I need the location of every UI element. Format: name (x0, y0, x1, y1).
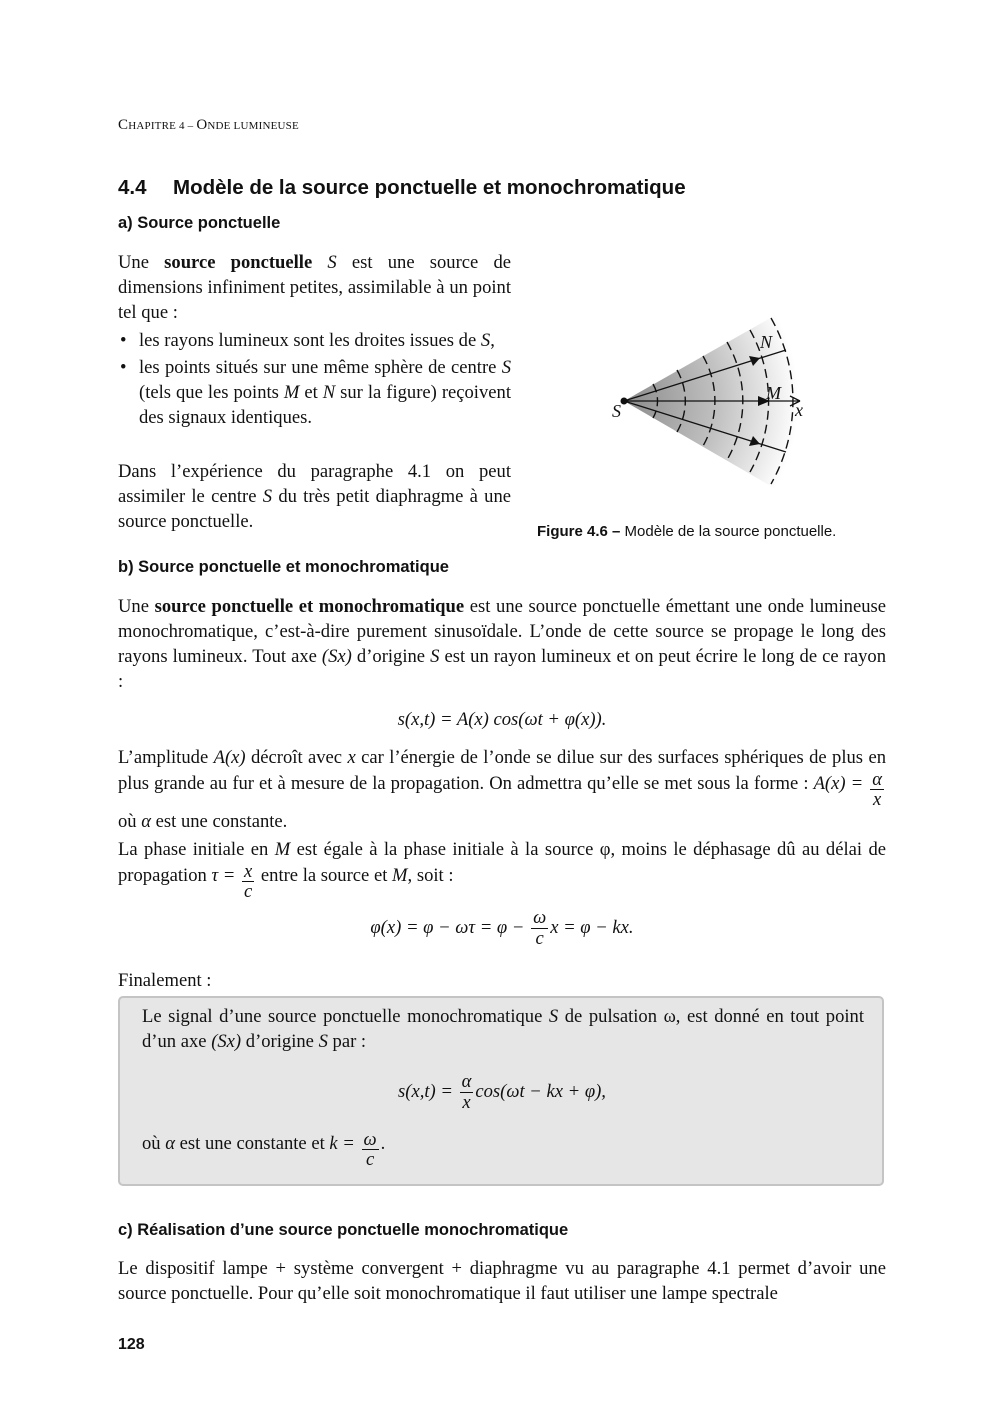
subsection-a-paragraph-1: Une source ponctuelle S est une source de dimensions infiniment petites, assimilable à un point tel que : (118, 252, 511, 323)
label-S: S (612, 401, 621, 421)
subsection-a-title: a) Source ponctuelle (118, 214, 281, 232)
fraction-alpha-over-x-box: $\frac{\alpha}{x}$ (461, 1071, 472, 1113)
bullet-mark: • (120, 330, 127, 351)
subsection-b-title: b) Source ponctuelle et monochromatique (118, 558, 449, 576)
subsection-c-paragraph-1: Le dispositif lampe + système convergent + diaphragme vu au paragraphe 4.1 permet d’avoir une source ponctuelle. Pour qu’elle soit monochromatique il faut utiliser une lampe spectrale (118, 1258, 886, 1304)
finalement-text: Finalement : (118, 970, 212, 991)
fraction-alpha-over-x: $\frac{\alpha}{x}$ (872, 769, 882, 810)
fraction-x-over-c: $\frac{x}{c}$ (243, 861, 253, 902)
subsection-a-paragraph-2: Dans l’expérience du paragraphe 4.1 on peut assimiler le centre S du très petit diaphragme à une source ponctuelle. (118, 461, 511, 532)
list-item: • les rayons lumineux sont les droites issues de S, (120, 330, 495, 351)
fraction-omega-over-c: $\frac{\omega}{c}$ (533, 907, 547, 949)
point-source-figure (600, 300, 820, 505)
result-box-text-1: Le signal d’une source ponctuelle monochromatique S de pulsation ω, est donné en tout point d’un axe (Sx) d’origine S par : (142, 1006, 864, 1052)
bullet-mark: • (120, 357, 127, 378)
list-item: • les points situés sur une même sphère de centre S (tels que les points M et N sur la figure) reçoivent des signaux identiques. (120, 357, 511, 428)
bullet-list (118, 328, 511, 432)
result-equation: s(x,t) = $\frac{\alpha}{x}$ cos(ωt − kx + φ), (398, 1071, 606, 1113)
subsection-b-paragraph-1: Une source ponctuelle et monochromatique est une source ponctuelle émettant une onde lumineuse monochromatique, c’est-à-dire purement sinusoïdale. L’onde de cette source se propage le long des rayons lumineux. Tout axe (Sx) d’origine S est un rayon lumineux et on peut écrire le long de ce rayon : (118, 596, 886, 692)
section-title-text: Modèle de la source ponctuelle et monochromatique (173, 176, 686, 199)
subsection-b-paragraph-2: L’amplitude A(x) décroît avec x car l’énergie de l’onde se dilue sur des surfaces sphériques de plus en plus grande au fur et à mesure de la propagation. On admettra qu’elle se met sous la forme : A(x) = $\frac{\alpha}{x}$ où α est une constante. (118, 747, 886, 832)
page-number: 128 (118, 1336, 145, 1353)
running-header: CHAPITRE 4 – ONDE LUMINEUSE (118, 117, 299, 133)
term-source-ponctuelle: source ponctuelle (164, 252, 313, 273)
section-number: 4.4 (118, 176, 147, 199)
term-source-monochromatique: source ponctuelle et monochromatique (154, 596, 465, 617)
subsection-c-title: c) Réalisation d’une source ponctuelle monochromatique (118, 1221, 569, 1239)
equation-phase: φ(x) = φ − ωτ = φ − $\frac{\omega}{c}$ x = φ − kx. (370, 907, 634, 949)
figure-caption: Figure 4.6 – Modèle de la source ponctuelle. (537, 523, 837, 540)
equation-signal: s(x,t) = A(x) cos(ωt + φ(x)). (397, 709, 607, 730)
subsection-b-paragraph-3: La phase initiale en M est égale à la phase initiale à la source φ, moins le déphasage dû au délai de propagation τ = $\frac{x}{c}$ entre la source et M, soit : (118, 839, 886, 902)
light-cone (624, 308, 813, 496)
result-box-text-2: où α est une constante et k = $\frac{\omega}{c}$ . (142, 1129, 386, 1170)
fraction-omega-over-c-box: $\frac{\omega}{c}$ (363, 1129, 377, 1170)
source-point (621, 398, 628, 405)
label-x: x (795, 400, 803, 420)
label-N: N (760, 332, 773, 352)
label-M: M (766, 383, 781, 403)
section-title (118, 176, 686, 200)
